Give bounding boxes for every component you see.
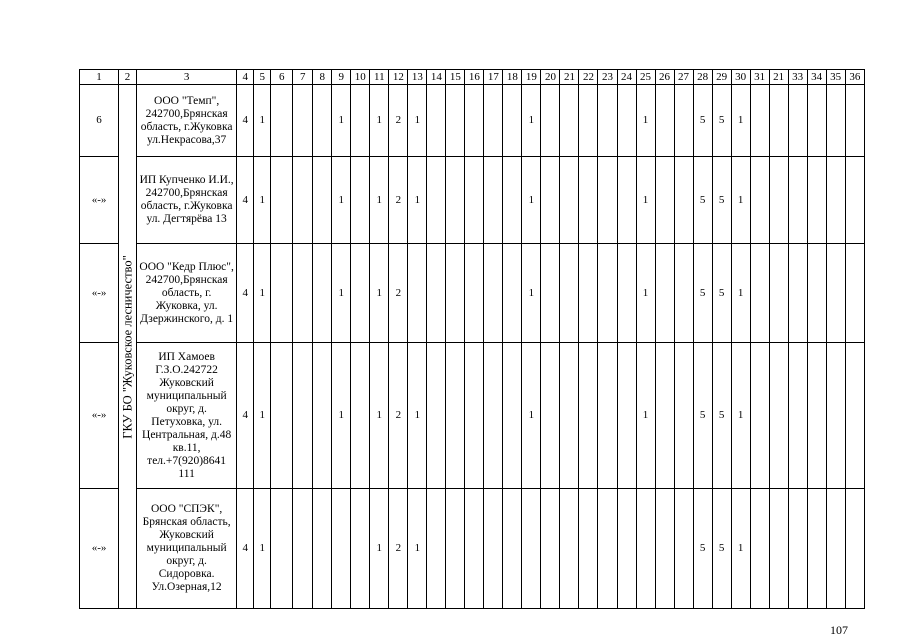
value-cell: 2 xyxy=(389,244,408,343)
value-cell: 4 xyxy=(237,157,254,244)
value-cell: 5 xyxy=(693,85,712,157)
value-cell xyxy=(845,489,864,609)
value-cell xyxy=(541,157,560,244)
value-cell xyxy=(598,343,617,489)
value-cell xyxy=(807,157,826,244)
value-cell xyxy=(655,343,674,489)
value-cell: 1 xyxy=(370,489,389,609)
header-cell: 7 xyxy=(293,70,313,85)
value-cell xyxy=(465,85,484,157)
value-cell xyxy=(636,489,655,609)
value-cell xyxy=(750,244,769,343)
header-cell: 17 xyxy=(484,70,503,85)
value-cell: 1 xyxy=(522,244,541,343)
header-cell: 11 xyxy=(370,70,389,85)
header-cell: 34 xyxy=(807,70,826,85)
value-cell xyxy=(427,244,446,343)
header-cell: 3 xyxy=(137,70,237,85)
value-cell xyxy=(503,343,522,489)
value-cell xyxy=(674,157,693,244)
table-row xyxy=(80,489,865,609)
header-cell: 8 xyxy=(313,70,332,85)
value-cell xyxy=(541,489,560,609)
value-cell xyxy=(541,244,560,343)
value-cell xyxy=(446,157,465,244)
value-cell: 1 xyxy=(370,343,389,489)
value-cell: 1 xyxy=(731,157,750,244)
value-cell xyxy=(769,244,788,343)
value-cell: 1 xyxy=(332,244,351,343)
value-cell: 1 xyxy=(254,343,271,489)
value-cell xyxy=(313,85,332,157)
value-cell xyxy=(465,157,484,244)
value-cell xyxy=(484,343,503,489)
header-cell: 2 xyxy=(119,70,137,85)
value-cell: 5 xyxy=(712,157,731,244)
value-cell: 1 xyxy=(522,157,541,244)
header-cell: 22 xyxy=(579,70,598,85)
value-cell xyxy=(503,85,522,157)
value-cell xyxy=(826,157,845,244)
value-cell xyxy=(655,244,674,343)
value-cell xyxy=(427,343,446,489)
value-cell: 1 xyxy=(522,85,541,157)
header-cell: 18 xyxy=(503,70,522,85)
value-cell: 1 xyxy=(522,343,541,489)
value-cell xyxy=(750,343,769,489)
value-cell: 1 xyxy=(370,157,389,244)
header-cell: 24 xyxy=(617,70,636,85)
value-cell: 5 xyxy=(712,343,731,489)
value-cell xyxy=(560,489,579,609)
value-cell xyxy=(788,85,807,157)
value-cell xyxy=(293,489,313,609)
forest-register-table xyxy=(79,69,865,609)
header-cell: 28 xyxy=(693,70,712,85)
value-cell: 2 xyxy=(389,157,408,244)
value-cell xyxy=(351,244,370,343)
header-cell: 19 xyxy=(522,70,541,85)
value-cell xyxy=(579,85,598,157)
row-number-cell: «-» xyxy=(80,489,119,609)
value-cell xyxy=(465,343,484,489)
value-cell xyxy=(271,489,293,609)
header-cell: 12 xyxy=(389,70,408,85)
header-cell: 33 xyxy=(788,70,807,85)
value-cell: 5 xyxy=(693,489,712,609)
header-cell: 13 xyxy=(408,70,427,85)
table-row xyxy=(80,157,865,244)
value-cell: 1 xyxy=(731,244,750,343)
header-cell: 9 xyxy=(332,70,351,85)
value-cell xyxy=(560,157,579,244)
value-cell: 5 xyxy=(693,157,712,244)
value-cell: 5 xyxy=(712,489,731,609)
value-cell xyxy=(408,244,427,343)
value-cell xyxy=(560,244,579,343)
value-cell: 1 xyxy=(370,244,389,343)
value-cell xyxy=(579,157,598,244)
value-cell: 1 xyxy=(254,489,271,609)
value-cell xyxy=(579,343,598,489)
header-cell: 5 xyxy=(254,70,271,85)
value-cell xyxy=(579,489,598,609)
value-cell: 2 xyxy=(389,343,408,489)
value-cell xyxy=(351,157,370,244)
value-cell xyxy=(313,343,332,489)
value-cell: 1 xyxy=(332,157,351,244)
entity-cell: ООО "СПЭК", Брянская область, Жуковский муниципальный округ, д. Сидоровка. Ул.Озерная,12 xyxy=(137,489,237,609)
value-cell: 5 xyxy=(712,85,731,157)
value-cell xyxy=(427,157,446,244)
value-cell: 1 xyxy=(636,85,655,157)
value-cell xyxy=(617,343,636,489)
value-cell: 1 xyxy=(254,157,271,244)
value-cell xyxy=(598,244,617,343)
value-cell xyxy=(293,343,313,489)
value-cell xyxy=(674,244,693,343)
value-cell xyxy=(769,157,788,244)
value-cell xyxy=(579,244,598,343)
value-cell xyxy=(484,244,503,343)
header-cell: 29 xyxy=(712,70,731,85)
value-cell xyxy=(293,85,313,157)
value-cell: 1 xyxy=(332,343,351,489)
value-cell xyxy=(351,489,370,609)
header-cell: 21 xyxy=(560,70,579,85)
header-cell: 10 xyxy=(351,70,370,85)
value-cell xyxy=(826,244,845,343)
value-cell xyxy=(750,489,769,609)
value-cell xyxy=(560,85,579,157)
value-cell xyxy=(446,244,465,343)
value-cell: 4 xyxy=(237,343,254,489)
header-cell: 31 xyxy=(750,70,769,85)
row-number-cell: «-» xyxy=(80,343,119,489)
header-cell: 23 xyxy=(598,70,617,85)
value-cell xyxy=(617,244,636,343)
value-cell xyxy=(503,157,522,244)
value-cell xyxy=(484,489,503,609)
value-cell xyxy=(446,489,465,609)
value-cell xyxy=(522,489,541,609)
value-cell xyxy=(826,85,845,157)
header-cell: 14 xyxy=(427,70,446,85)
value-cell xyxy=(807,489,826,609)
value-cell xyxy=(271,244,293,343)
value-cell xyxy=(807,343,826,489)
header-cell: 30 xyxy=(731,70,750,85)
value-cell xyxy=(271,85,293,157)
entity-cell: ООО "Кедр Плюс", 242700,Брянская область, г. Жуковка, ул. Дзержинского, д. 1 xyxy=(137,244,237,343)
value-cell xyxy=(845,343,864,489)
value-cell: 1 xyxy=(254,244,271,343)
value-cell: 4 xyxy=(237,244,254,343)
value-cell xyxy=(313,244,332,343)
value-cell: 1 xyxy=(254,85,271,157)
value-cell xyxy=(655,85,674,157)
header-cell: 6 xyxy=(271,70,293,85)
value-cell xyxy=(293,244,313,343)
value-cell xyxy=(560,343,579,489)
value-cell: 1 xyxy=(731,343,750,489)
value-cell xyxy=(845,157,864,244)
value-cell xyxy=(788,489,807,609)
value-cell: 1 xyxy=(636,244,655,343)
value-cell xyxy=(271,157,293,244)
value-cell xyxy=(769,489,788,609)
header-row xyxy=(80,70,865,85)
value-cell xyxy=(351,85,370,157)
value-cell: 1 xyxy=(636,343,655,489)
row-number-cell: «-» xyxy=(80,244,119,343)
value-cell: 1 xyxy=(408,85,427,157)
value-cell xyxy=(503,244,522,343)
header-cell: 25 xyxy=(636,70,655,85)
value-cell xyxy=(541,85,560,157)
value-cell: 5 xyxy=(712,244,731,343)
value-cell xyxy=(293,157,313,244)
value-cell xyxy=(750,85,769,157)
header-cell: 1 xyxy=(80,70,119,85)
header-cell: 20 xyxy=(541,70,560,85)
value-cell xyxy=(465,244,484,343)
value-cell xyxy=(313,489,332,609)
header-cell: 4 xyxy=(237,70,254,85)
value-cell xyxy=(351,343,370,489)
header-cell: 36 xyxy=(845,70,864,85)
value-cell xyxy=(617,157,636,244)
value-cell xyxy=(788,244,807,343)
value-cell xyxy=(807,85,826,157)
row-number-cell: «-» xyxy=(80,157,119,244)
value-cell: 4 xyxy=(237,85,254,157)
value-cell xyxy=(807,244,826,343)
value-cell: 2 xyxy=(389,489,408,609)
value-cell xyxy=(332,489,351,609)
header-cell: 15 xyxy=(446,70,465,85)
value-cell xyxy=(655,489,674,609)
value-cell: 1 xyxy=(731,489,750,609)
header-cell: 21 xyxy=(769,70,788,85)
value-cell: 1 xyxy=(332,85,351,157)
value-cell: 1 xyxy=(408,157,427,244)
value-cell xyxy=(598,85,617,157)
value-cell: 1 xyxy=(408,489,427,609)
value-cell: 4 xyxy=(237,489,254,609)
value-cell xyxy=(788,157,807,244)
value-cell xyxy=(617,85,636,157)
table-row xyxy=(80,85,865,157)
value-cell xyxy=(674,85,693,157)
value-cell xyxy=(826,343,845,489)
header-cell: 26 xyxy=(655,70,674,85)
value-cell xyxy=(674,343,693,489)
value-cell xyxy=(271,343,293,489)
value-cell: 1 xyxy=(408,343,427,489)
value-cell xyxy=(769,85,788,157)
entity-cell: ИП Купченко И.И., 242700,Брянская область, г.Жуковка ул. Дегтярёва 13 xyxy=(137,157,237,244)
value-cell xyxy=(446,85,465,157)
entity-cell: ИП Хамоев Г.З.О.242722 Жуковский муниципальный округ, д. Петуховка, ул. Центральная, д.48 кв.11, тел.+7(920)8641 111 xyxy=(137,343,237,489)
value-cell xyxy=(788,343,807,489)
value-cell xyxy=(541,343,560,489)
value-cell: 1 xyxy=(731,85,750,157)
organization-cell xyxy=(119,85,137,609)
value-cell: 5 xyxy=(693,343,712,489)
value-cell xyxy=(465,489,484,609)
value-cell xyxy=(503,489,522,609)
header-cell: 16 xyxy=(465,70,484,85)
value-cell xyxy=(598,157,617,244)
value-cell xyxy=(750,157,769,244)
value-cell xyxy=(674,489,693,609)
value-cell xyxy=(313,157,332,244)
table-row xyxy=(80,343,865,489)
value-cell: 5 xyxy=(693,244,712,343)
header-cell: 35 xyxy=(826,70,845,85)
value-cell xyxy=(617,489,636,609)
value-cell xyxy=(446,343,465,489)
value-cell xyxy=(427,85,446,157)
value-cell xyxy=(484,157,503,244)
header-cell: 27 xyxy=(674,70,693,85)
row-number-cell: 6 xyxy=(80,85,119,157)
value-cell xyxy=(484,85,503,157)
value-cell xyxy=(769,343,788,489)
value-cell: 1 xyxy=(370,85,389,157)
value-cell xyxy=(427,489,446,609)
table-row xyxy=(80,244,865,343)
value-cell xyxy=(655,157,674,244)
value-cell: 1 xyxy=(636,157,655,244)
value-cell: 2 xyxy=(389,85,408,157)
value-cell xyxy=(598,489,617,609)
value-cell xyxy=(845,85,864,157)
value-cell xyxy=(826,489,845,609)
entity-cell: ООО "Темп", 242700,Брянская область, г.Жуковка ул.Некрасова,37 xyxy=(137,85,237,157)
organization-name: ГКУ БО "Жуковское лесничество" xyxy=(120,254,135,439)
page-number: 107 xyxy=(830,623,848,637)
value-cell xyxy=(845,244,864,343)
